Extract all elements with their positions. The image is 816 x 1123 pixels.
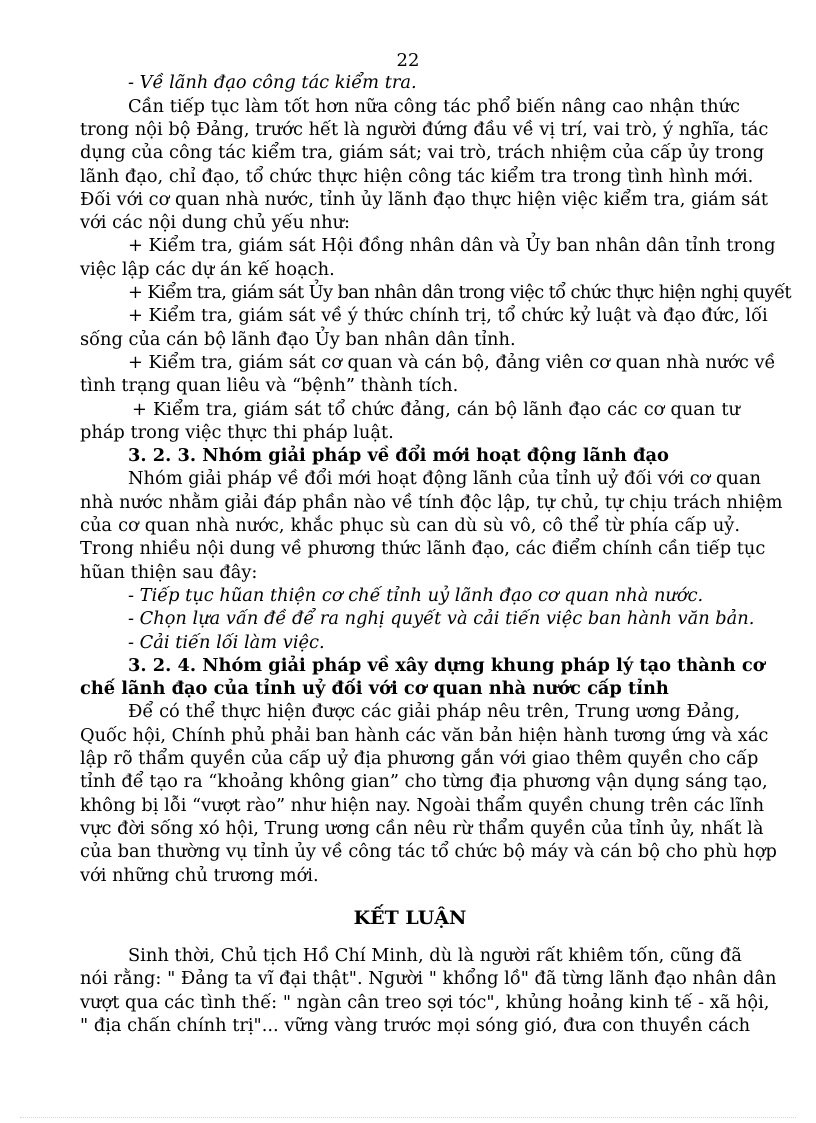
body-line: Nhóm giải pháp về đổi mới hoạt động lãnh của tỉnh uỷ đối với cơ quan xyxy=(128,468,761,490)
body-line: + Kiểm tra, giám sát Ủy ban nhân dân trong việc tổ chức thực hiện nghị quyết xyxy=(128,282,791,303)
body-line: - Về lãnh đạo công tác kiểm tra. xyxy=(128,72,417,94)
body-line: với những chủ trương mới. xyxy=(80,864,319,886)
body-line: Trong nhiều nội dung về phương thức lãnh đạo, các điểm chính cần tiếp tục xyxy=(80,538,766,560)
body-line: tỉnh để tạo ra “khoảng không gian” cho từng địa phương vận dụng sáng tạo, xyxy=(80,771,768,793)
page-number: 22 xyxy=(396,50,420,71)
body-line: trong nội bộ Đảng, trước hết là người đứng đầu về vị trí, vai trò, ý nghĩa, tác xyxy=(80,118,769,140)
body-line: vực đời sống xó hội, Trung ương cần nêu rừ thẩm quyền của tỉnh ủy, nhất là xyxy=(80,817,764,839)
body-line: - Cải tiến lối làm việc. xyxy=(128,631,325,653)
body-line: lãnh đạo, chỉ đạo, tổ chức thực hiện công tác kiểm tra trong tình hình mới. xyxy=(80,165,754,187)
body-line: lập rõ thẩm quyền của cấp uỷ địa phương gắn với giao thêm quyền cho cấp xyxy=(80,748,759,769)
body-line: 3. 2. 3. Nhóm giải pháp về đổi mới hoạt động lãnh đạo xyxy=(128,445,669,467)
body-line: với các nội dung chủ yếu như: xyxy=(80,212,351,234)
body-line: pháp trong việc thực thi pháp luật. xyxy=(80,421,394,443)
conclusion-line: " địa chấn chính trị"... vững vàng trước mọi sóng gió, đưa con thuyền cách xyxy=(80,1014,751,1036)
body-line: dụng của công tác kiểm tra, giám sát; vai trò, trách nhiệm của cấp ủy trong xyxy=(80,142,765,164)
conclusion-line: vượt qua các tình thế: " ngàn cân treo sợi tóc", khủng hoảng kinh tế - xã hội, xyxy=(80,991,770,1013)
conclusion-heading: KẾT LUẬN xyxy=(353,907,467,929)
body-line: + Kiểm tra, giám sát về ý thức chính trị, tổ chức kỷ luật và đạo đức, lối xyxy=(128,305,768,327)
body-line: chế lãnh đạo của tỉnh uỷ đối với cơ quan nhà nước cấp tỉnh xyxy=(80,678,669,700)
body-line: của cơ quan nhà nước, khắc phục sù can dù sù vô, cô thể từ phía cấp uỷ. xyxy=(80,515,740,536)
body-line: của ban thường vụ tỉnh ủy về công tác tổ chức bộ máy và cán bộ cho phù hợp xyxy=(80,841,777,863)
footer-divider xyxy=(20,1117,796,1118)
body-line: + Kiểm tra, giám sát cơ quan và cán bộ, đảng viên cơ quan nhà nước về xyxy=(128,351,776,373)
body-line: Đối với cơ quan nhà nước, tỉnh ủy lãnh đạo thực hiện việc kiểm tra, giám sát xyxy=(80,188,769,210)
conclusion-line: Sinh thời, Chủ tịch Hồ Chí Minh, dù là người rất khiêm tốn, cũng đã xyxy=(128,945,742,966)
body-line: Quốc hội, Chính phủ phải ban hành các văn bản hiện hành tương ứng và xác xyxy=(80,724,769,746)
body-line: - Chọn lựa vấn đề để ra nghị quyết và cải tiến việc ban hành văn bản. xyxy=(128,608,755,630)
body-line: việc lập các dự án kế hoạch. xyxy=(80,258,335,280)
body-line: 3. 2. 4. Nhóm giải pháp về xây dựng khung pháp lý tạo thành cơ xyxy=(128,654,765,676)
body-line: + Kiểm tra, giám sát tổ chức đảng, cán bộ lãnh đạo các cơ quan tư xyxy=(132,398,740,420)
body-line: Để có thể thực hiện được các giải pháp nêu trên, Trung ương Đảng, xyxy=(128,701,740,723)
body-line: + Kiểm tra, giám sát Hội đồng nhân dân và Ủy ban nhân dân tỉnh trong xyxy=(128,235,776,257)
body-line: sống của cán bộ lãnh đạo Ủy ban nhân dân tỉnh. xyxy=(80,328,516,350)
body-line: không bị lỗi “vượt rào” như hiện nay. Ngoài thẩm quyền chung trên các lĩnh xyxy=(80,794,765,816)
body-line: hũan thiện sau đây: xyxy=(80,561,258,583)
body-line: Cần tiếp tục làm tốt hơn nữa công tác phổ biến nâng cao nhận thức xyxy=(128,95,740,117)
body-line: nhà nước nhằm giải đáp phần nào về tính độc lập, tự chủ, tự chịu trách nhiệm xyxy=(80,491,783,513)
body-line: - Tiếp tục hũan thiện cơ chế tỉnh uỷ lãnh đạo cơ quan nhà nước. xyxy=(128,584,704,606)
conclusion-line: nói rằng: " Đảng ta vĩ đại thật". Người " khổng lồ" đã từng lãnh đạo nhân dân xyxy=(80,968,777,990)
body-line: tình trạng quan liêu và “bệnh” thành tích. xyxy=(80,375,459,397)
